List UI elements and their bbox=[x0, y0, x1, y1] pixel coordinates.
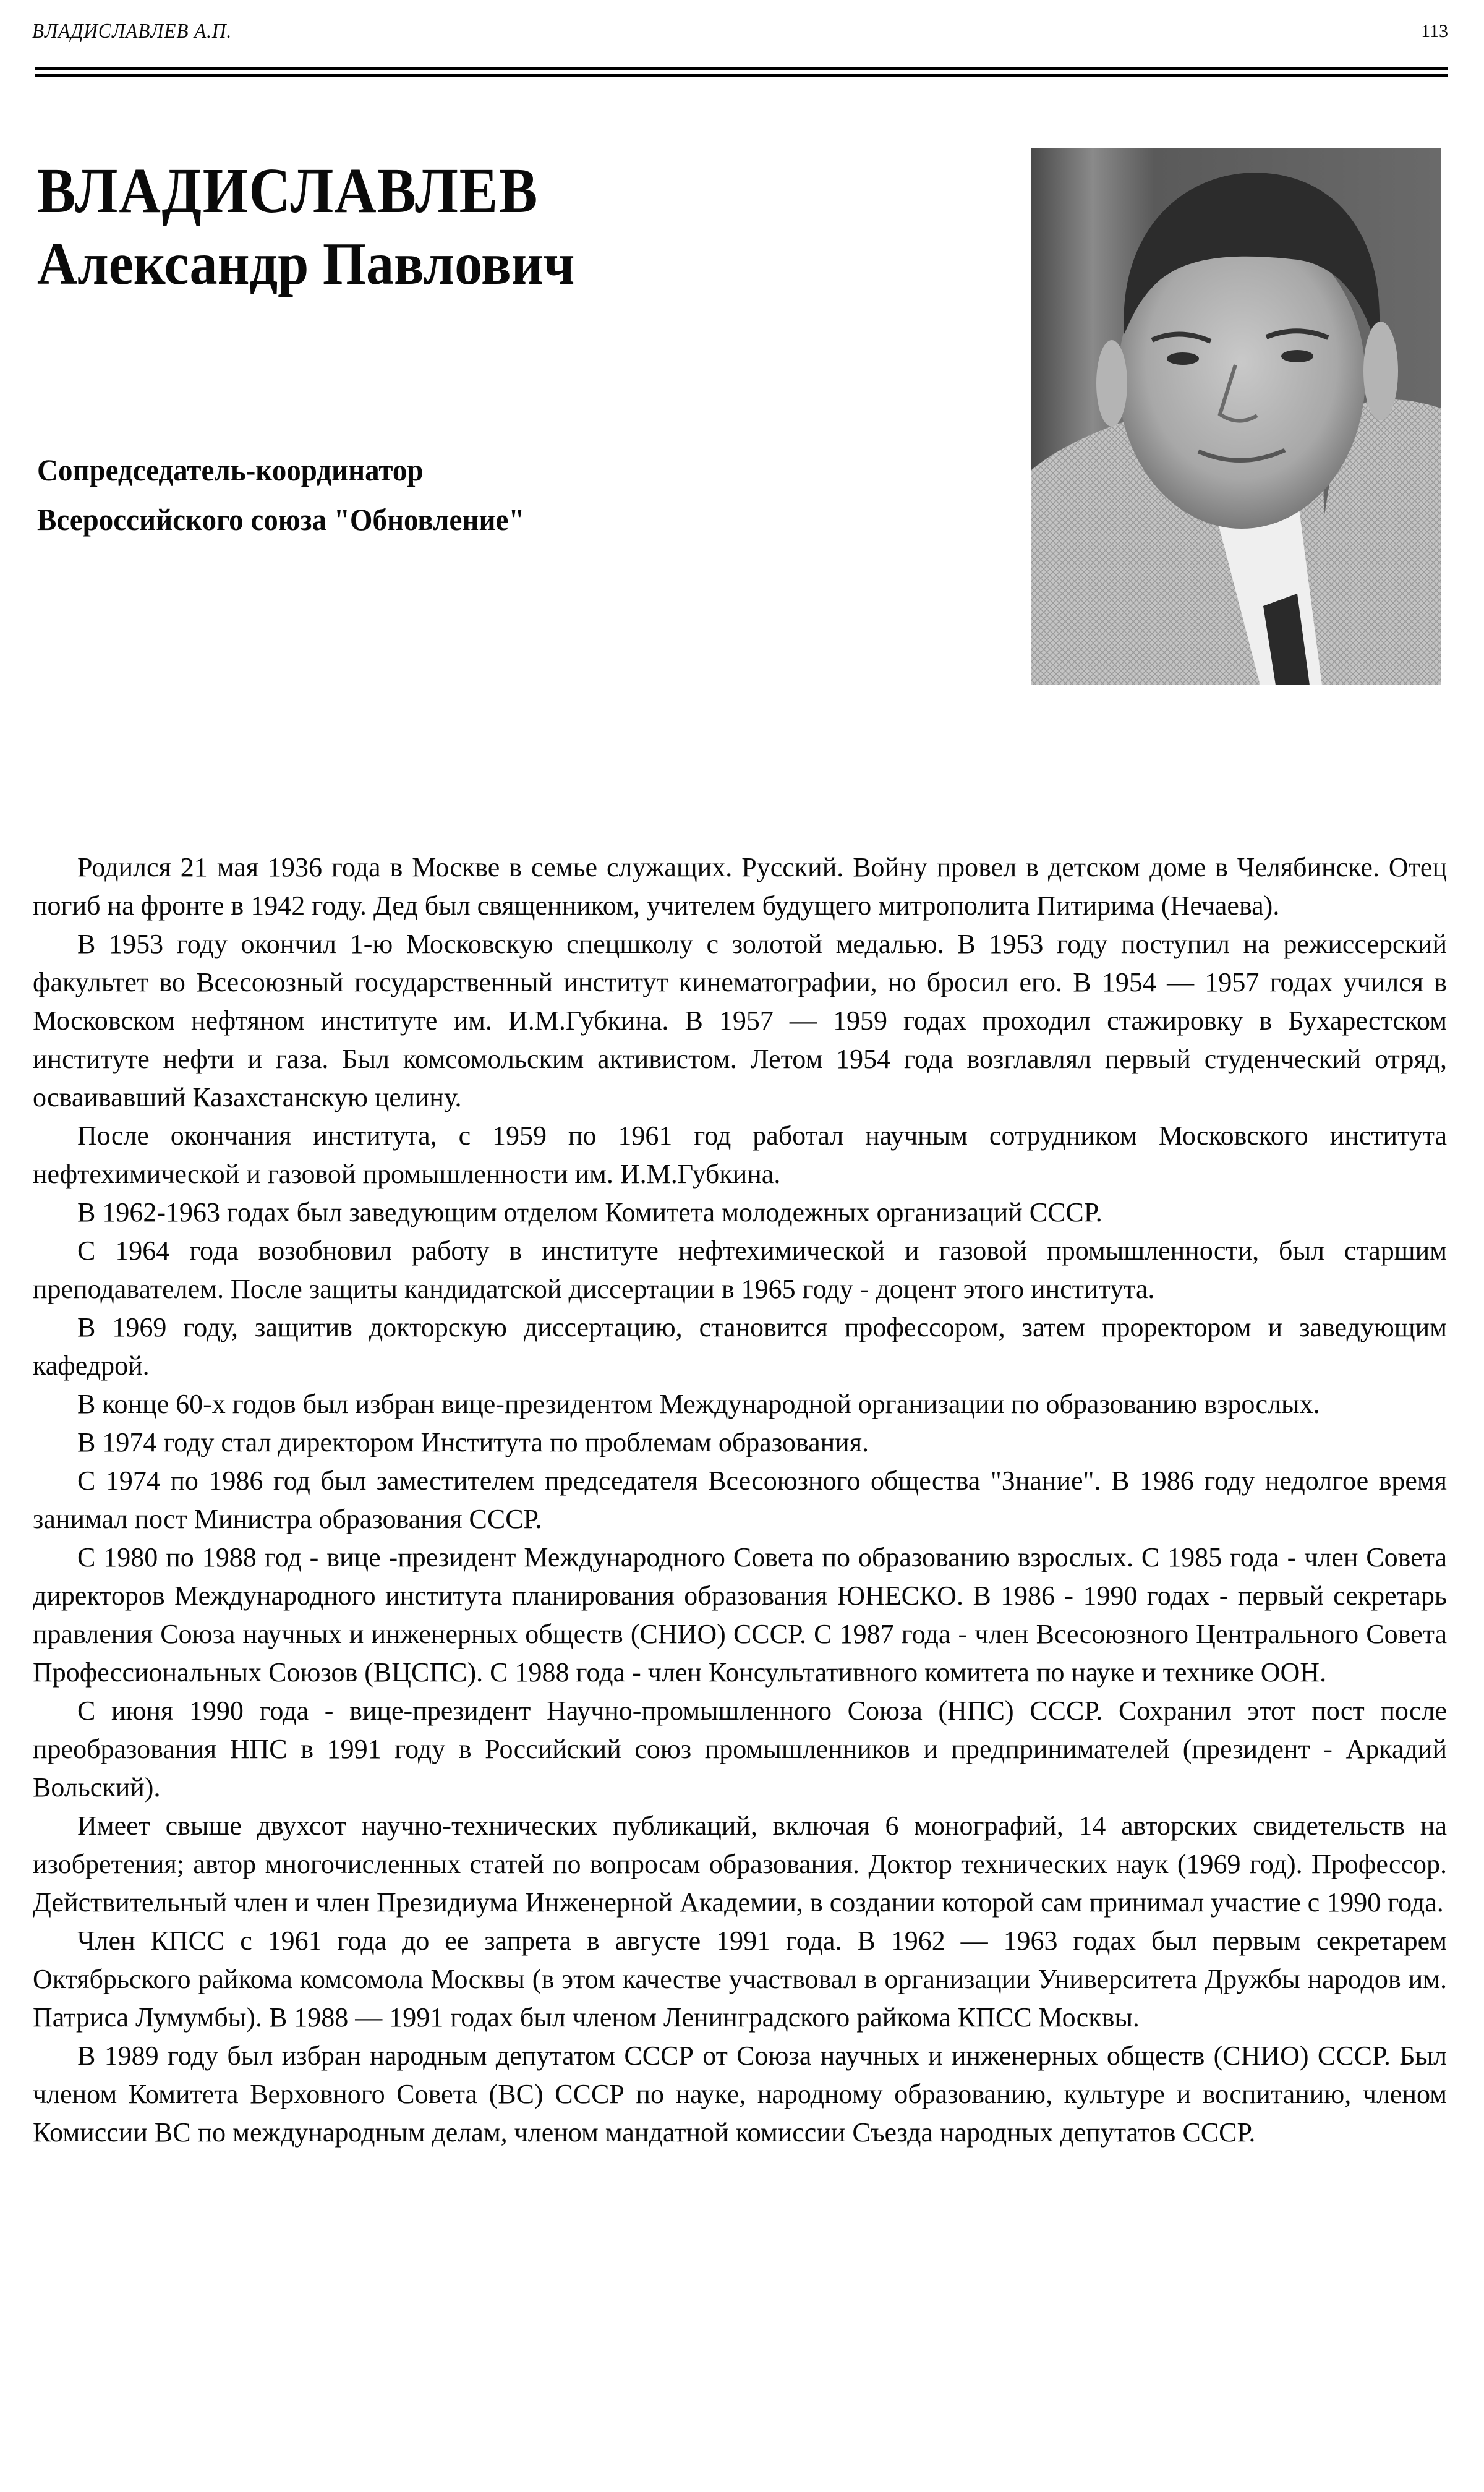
biography-text bbox=[33, 848, 1447, 2152]
bio-paragraph-institute-director: В 1974 году стал директором Института по проблемам образования. bbox=[77, 1427, 869, 1457]
bio-paragraph-znanie-minister: С 1974 по 1986 год был заместителем председателя Всесоюзного общества "Знание". В 1986 году недолгое время занимал пост Министра образования СССР. bbox=[33, 1466, 1447, 1534]
bio-paragraph-professor: В 1969 году, защитив докторскую диссертацию, становится профессором, затем проректором и заведующим кафедрой. bbox=[33, 1312, 1447, 1381]
position-line: Всероссийского союза "Обновление" bbox=[37, 502, 525, 537]
given-names: Александр Павлович bbox=[37, 231, 575, 297]
bio-paragraph-research: После окончания института, с 1959 по 1961 год работал научным сотрудником Московского института нефтехимической и газовой промышленности им. И.М.Губкина. bbox=[33, 1120, 1447, 1189]
running-header bbox=[32, 14, 1448, 45]
page-number: 113 bbox=[1421, 21, 1448, 41]
bio-paragraph-publications: Имеет свыше двухсот научно-технических публикаций, включая 6 монографий, 14 авторских свидетельств на изобретения; автор многочисленных статей по вопросам образования. Доктор технических наук (1969 год). Профессор. Действительный член и член Президиума Инженерной Академии, в создании которой сам принимал участие с 1990 года. bbox=[33, 1811, 1447, 1918]
bio-paragraph-teaching: С 1964 года возобновил работу в институте нефтехимической и газовой промышленности, был старшим преподавателем. После защиты кандидатской диссертации в 1965 году - доцент этого института. bbox=[33, 1235, 1447, 1304]
position-line: Сопредседатель-координатор bbox=[37, 453, 424, 487]
bio-paragraph-youth-committee: В 1962-1963 годах был заведующим отделом Комитета молодежных организаций СССР. bbox=[77, 1197, 1102, 1227]
bio-paragraph-education: В 1953 году окончил 1-ю Московскую спецшколу с золотой медалью. В 1953 году поступил на режиссерский факультет во Всесоюзный государственный институт кинематографии, но бросил его. В 1954 — 1957 годах учился в Московском нефтяном институте им. И.М.Губкина. В 1957 — 1959 годах проходил стажировку в Бухарестском институте нефти и газа. Был комсомольским активистом. Летом 1954 года возглавлял первый студенческий отряд, осваивавший Казахстанскую целину. bbox=[33, 929, 1447, 1112]
portrait-photo bbox=[1031, 148, 1441, 685]
header-rule-bottom bbox=[35, 74, 1448, 77]
bio-paragraph-deputy: В 1989 году был избран народным депутатом СССР от Союза научных и инженерных обществ (СНИО) СССР. Был членом Комитета Верховного Совета (ВС) СССР по науке, народному образованию, культуре и воспитанию, членом Комиссии ВС по международным делам, членом мандатной комиссии Съезда народных депутатов СССР. bbox=[33, 2041, 1447, 2148]
portrait-image-icon bbox=[1031, 148, 1441, 685]
bio-paragraph-nps: С июня 1990 года - вице-президент Научно-промышленного Союза (НПС) СССР. Сохранил этот пост после преобразования НПС в 1991 году в Российский союз промышленников и предпринимателей (президент - Аркадий Вольский). bbox=[33, 1696, 1447, 1803]
bio-paragraph-international: С 1980 по 1988 год - вице -президент Международного Совета по образованию взрослых. С 1985 года - член Совета директоров Международного института планирования образования ЮНЕСКО. В 1986 - 1990 годах - первый секретарь правления Союза научных и инженерных обществ (СНИО) СССР. С 1987 года - член Всесоюзного Центрального Совета Профессиональных Союзов (ВЦСПС). С 1988 года - член Консультативного комитета по науке и технике ООН. bbox=[33, 1542, 1447, 1688]
bio-paragraph-party: Член КПСС с 1961 года до ее запрета в августе 1991 года. В 1962 — 1963 годах был первым секретарем Октябрьского райкома комсомола Москвы (в этом качестве участвовал в организации Университета Дружбы народов им. Патриса Лумумбы). В 1988 — 1991 годах был членом Ленинградского райкома КПСС Москвы. bbox=[33, 1926, 1447, 2033]
running-title: ВЛАДИСЛАВЛЕВ А.П. bbox=[32, 20, 232, 43]
header-rule-top bbox=[35, 67, 1448, 70]
entry-name bbox=[37, 155, 621, 301]
bio-paragraph-vice-president: В конце 60-х годов был избран вице-президентом Международной организации по образованию взрослых. bbox=[77, 1389, 1320, 1419]
surname: ВЛАДИСЛАВЛЕВ bbox=[37, 155, 539, 226]
position-title bbox=[37, 445, 556, 544]
bio-paragraph-birth: Родился 21 мая 1936 года в Москве в семье служащих. Русский. Войну провел в детском доме в Челябинске. Отец погиб на фронте в 1942 году. Дед был священником, учителем будущего митрополита Питирима (Нечаева). bbox=[33, 852, 1447, 921]
